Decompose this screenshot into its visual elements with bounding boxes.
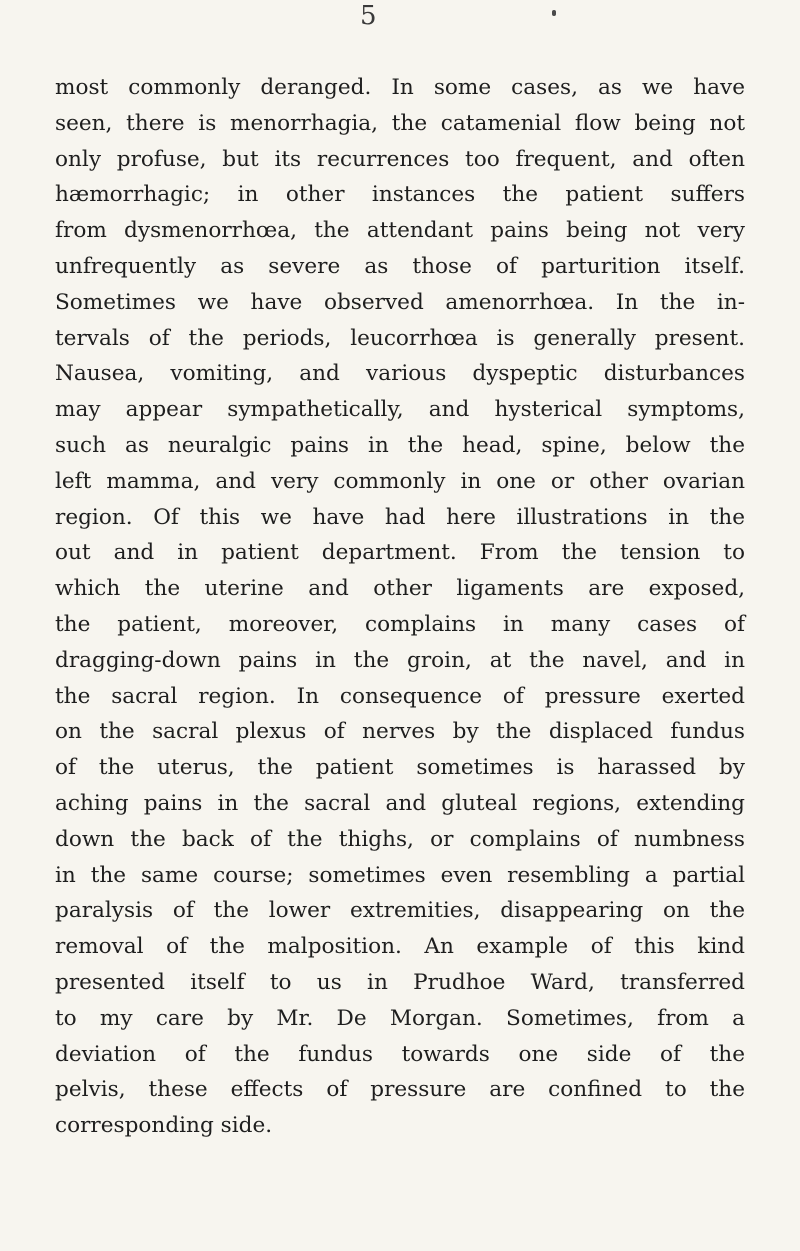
text-line: which the uterine and other ligaments are exposed, <box>55 576 745 602</box>
text-line: dragging-down pains in the groin, at the navel, and in <box>55 647 745 673</box>
text-line: left mamma, and very commonly in one or other ovarian <box>55 468 745 494</box>
text-line: such as neuralgic pains in the head, spine, below the <box>55 432 745 458</box>
text-line: only profuse, but its recurrences too frequent, and often <box>55 146 745 172</box>
text-line: of the uterus, the patient sometimes is harassed by <box>55 755 745 781</box>
text-line: may appear sympathetically, and hysterical symptoms, <box>55 397 745 423</box>
page-number: 5 <box>360 1 377 31</box>
body-text <box>55 70 745 1144</box>
text-line: paralysis of the lower extremities, disappearing on the <box>55 898 745 924</box>
text-line: in the same course; sometimes even resembling a partial <box>55 862 745 888</box>
text-line: down the back of the thighs, or complains of numbness <box>55 826 745 852</box>
text-line: deviation of the fundus towards one side of the <box>55 1041 745 1067</box>
text-line: the patient, moreover, complains in many cases of <box>55 611 745 637</box>
text-line: presented itself to us in Prudhoe Ward, transferred <box>55 969 745 995</box>
text-line: seen, there is menorrhagia, the catamenial flow being not <box>55 110 745 136</box>
print-speck <box>552 10 556 16</box>
text-line: on the sacral plexus of nerves by the displaced fundus <box>55 719 745 745</box>
text-line: to my care by Mr. De Morgan. Sometimes, from a <box>55 1005 745 1031</box>
text-line: removal of the malposition. An example of this kind <box>55 934 745 960</box>
text-line: the sacral region. In consequence of pressure exerted <box>55 683 745 709</box>
text-line: pelvis, these effects of pressure are confined to the <box>55 1077 745 1103</box>
text-line: tervals of the periods, leucorrhœa is generally present. <box>55 325 745 351</box>
text-line: from dysmenorrhœa, the attendant pains being not very <box>55 218 745 244</box>
text-line: most commonly deranged. In some cases, as we have <box>55 75 745 100</box>
text-line: unfrequently as severe as those of parturition itself. <box>55 253 745 279</box>
text-line: hæmorrhagic; in other instances the patient suffers <box>55 182 745 208</box>
text-line: aching pains in the sacral and gluteal regions, extending <box>55 790 745 816</box>
text-line: Nausea, vomiting, and various dyspeptic disturbances <box>55 361 745 387</box>
text-line: corresponding side. <box>55 1113 273 1139</box>
text-line: Sometimes we have observed amenorrhœa. In the in- <box>55 289 745 315</box>
text-line: out and in patient department. From the tension to <box>55 540 745 566</box>
text-line: region. Of this we have had here illustrations in the <box>55 504 745 530</box>
